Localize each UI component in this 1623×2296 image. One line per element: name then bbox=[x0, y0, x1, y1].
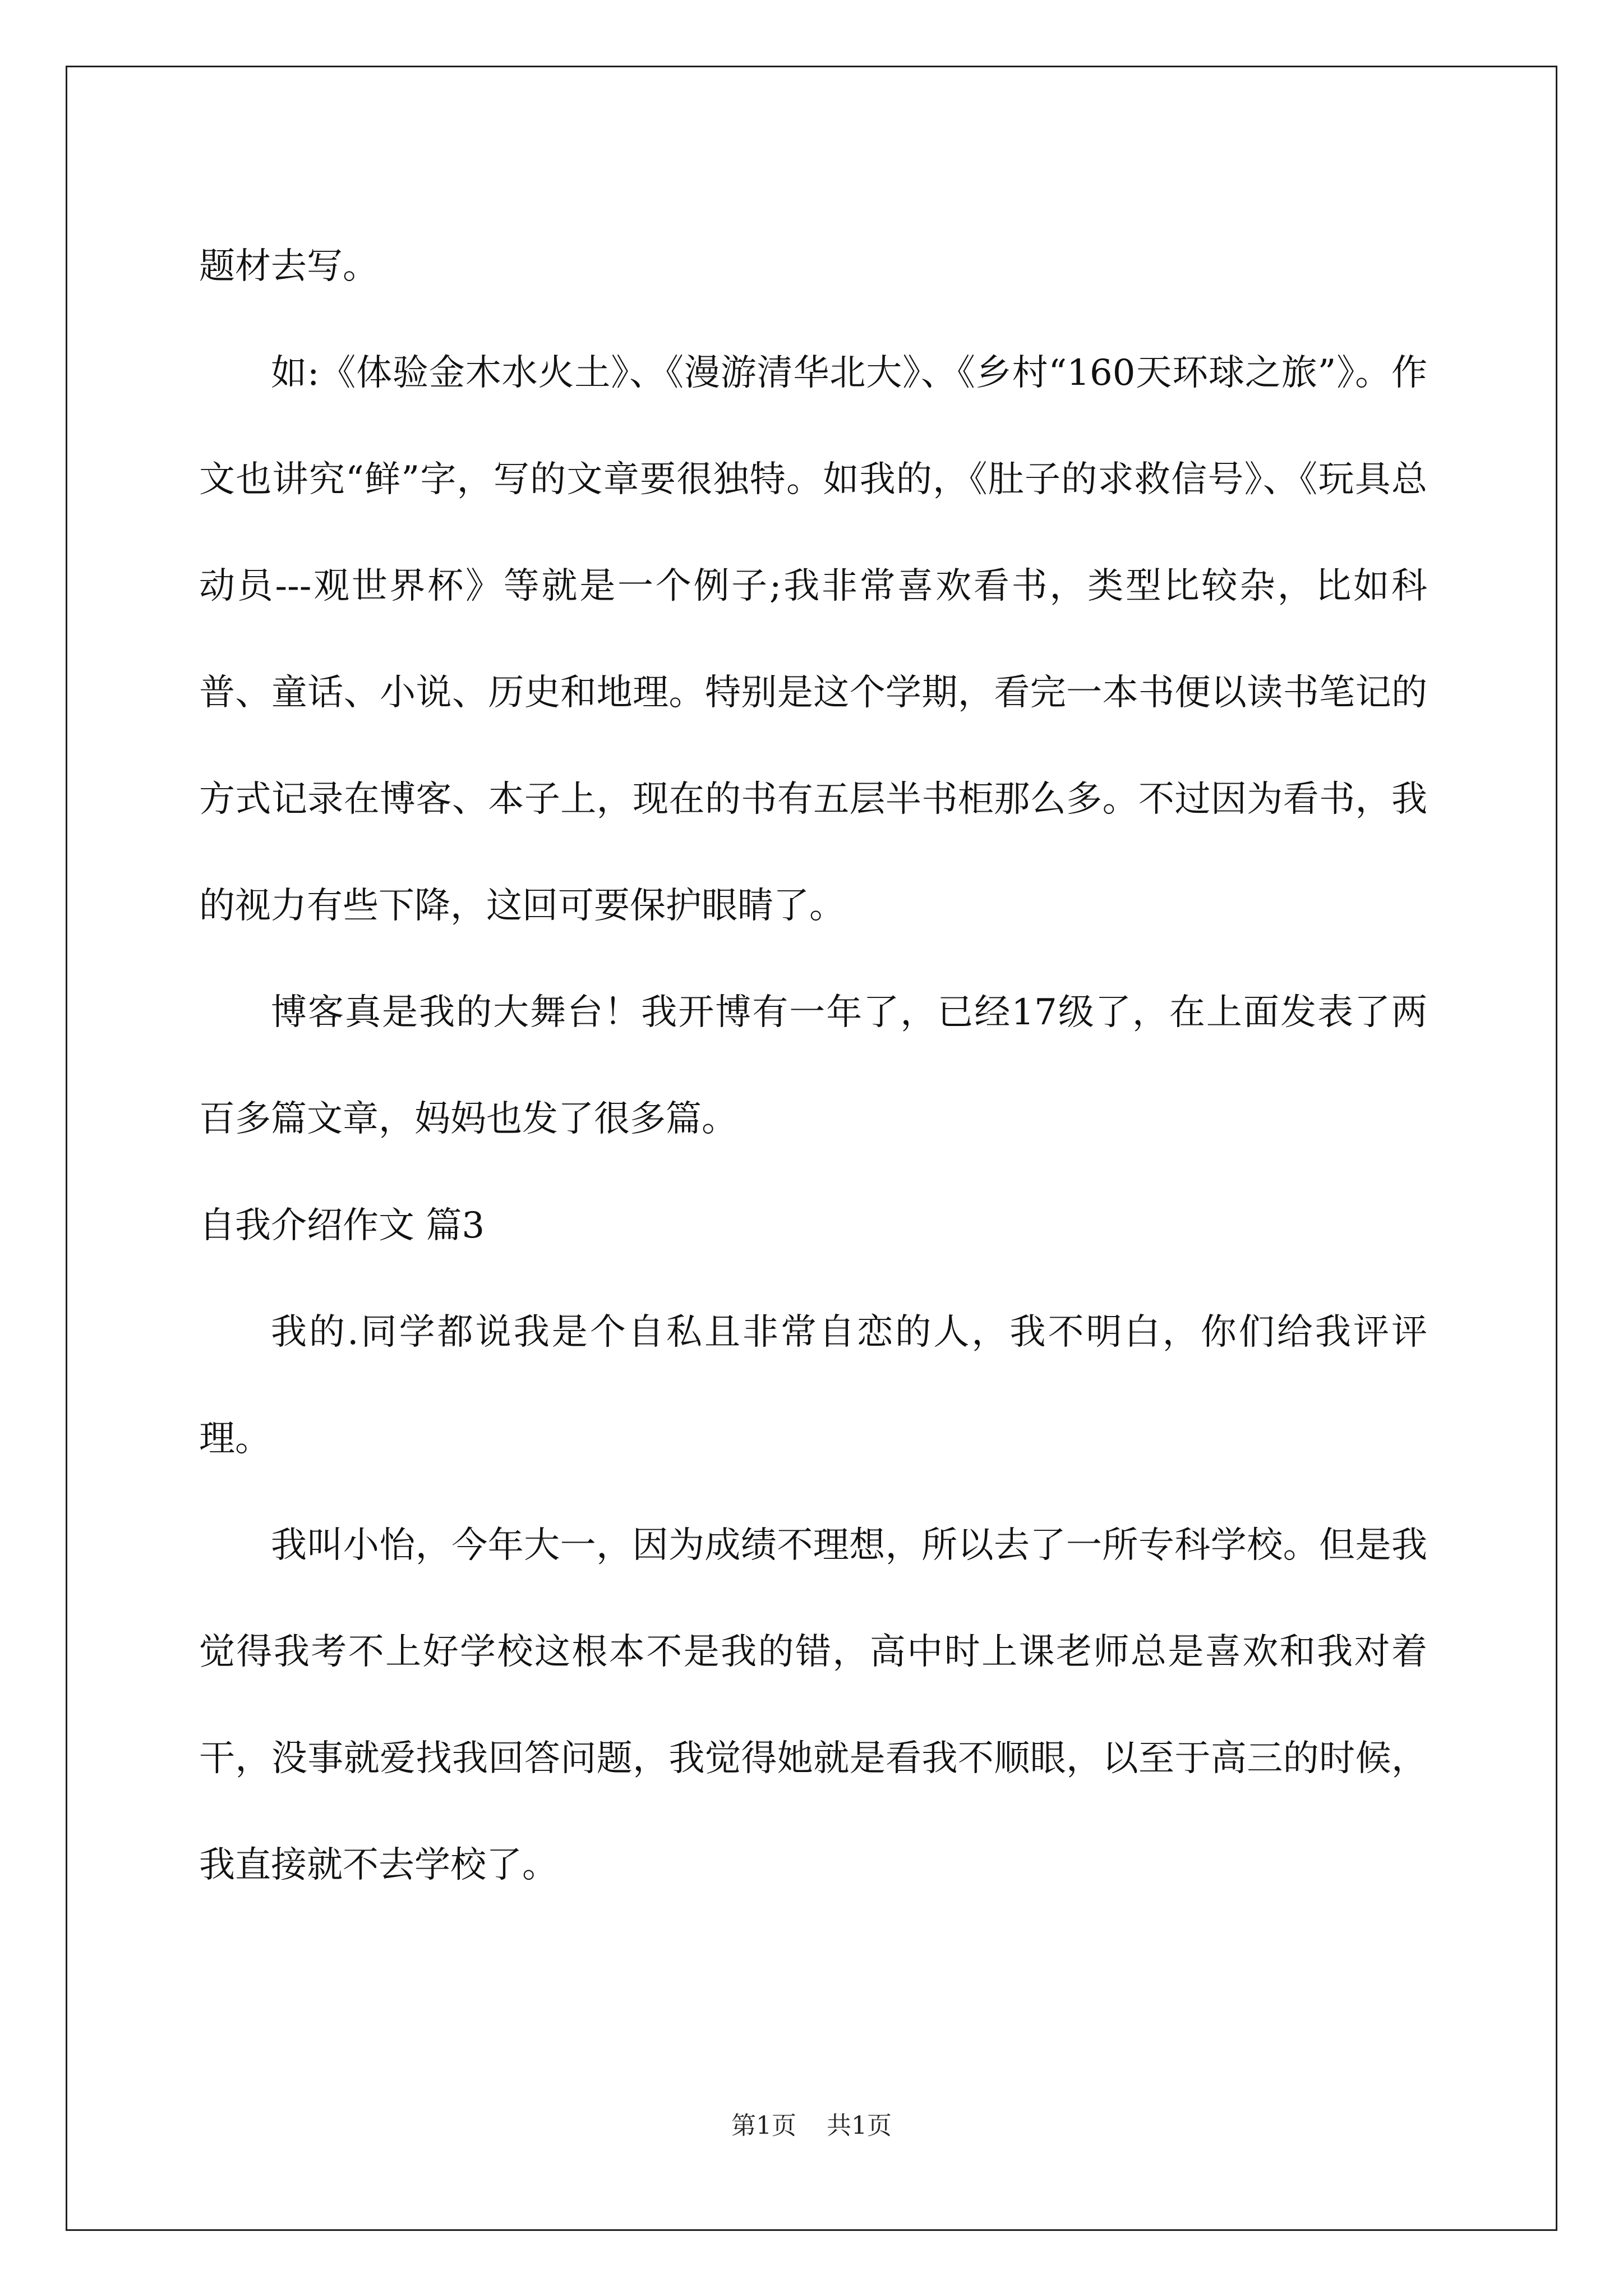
paragraph-3: 博客真是我的大舞台！我开博有一年了，已经17级了，在上面发表了两百多篇文章，妈妈也发了很多篇。 bbox=[199, 992, 1427, 1140]
paragraph-4: 我的.同学都说我是个自私且非常自恋的人，我不明白，你们给我评评理。 bbox=[199, 1312, 1427, 1460]
document-body bbox=[199, 213, 1427, 1918]
paragraph-5: 我叫小怡，今年大一，因为成绩不理想，所以去了一所专科学校。但是我觉得我考不上好学校这根本不是我的错，高中时上课老师总是喜欢和我对着干，没事就爱找我回答问题，我觉得她就是看我不顺眼，以至于高三的时候，我直接就不去学校了。 bbox=[199, 1525, 1427, 1886]
paragraph-2: 如:《体验金木水火土》、《漫游清华北大》、《乡村“160天环球之旅”》。作文也讲究“鲜”字，写的文章要很独特。如我的，《肚子的求救信号》、《玩具总动员---观世界杯》等就是一个例子;我非常喜欢看书，类型比较杂，比如科普、童话、小说、历史和地理。特别是这个学期，看完一本书便以读书笔记的方式记录在博客、本子上，现在的书有五层半书柜那么多。不过因为看书，我的视力有些下降，这回可要保护眼睛了。 bbox=[199, 352, 1427, 927]
page-number: 第1页 bbox=[731, 2111, 796, 2140]
paragraph-1: 题材去写。 bbox=[199, 246, 379, 287]
page-total: 共1页 bbox=[827, 2111, 892, 2140]
section-heading: 自我介绍作文 篇3 bbox=[199, 1205, 485, 1246]
page-footer bbox=[0, 2109, 1623, 2143]
